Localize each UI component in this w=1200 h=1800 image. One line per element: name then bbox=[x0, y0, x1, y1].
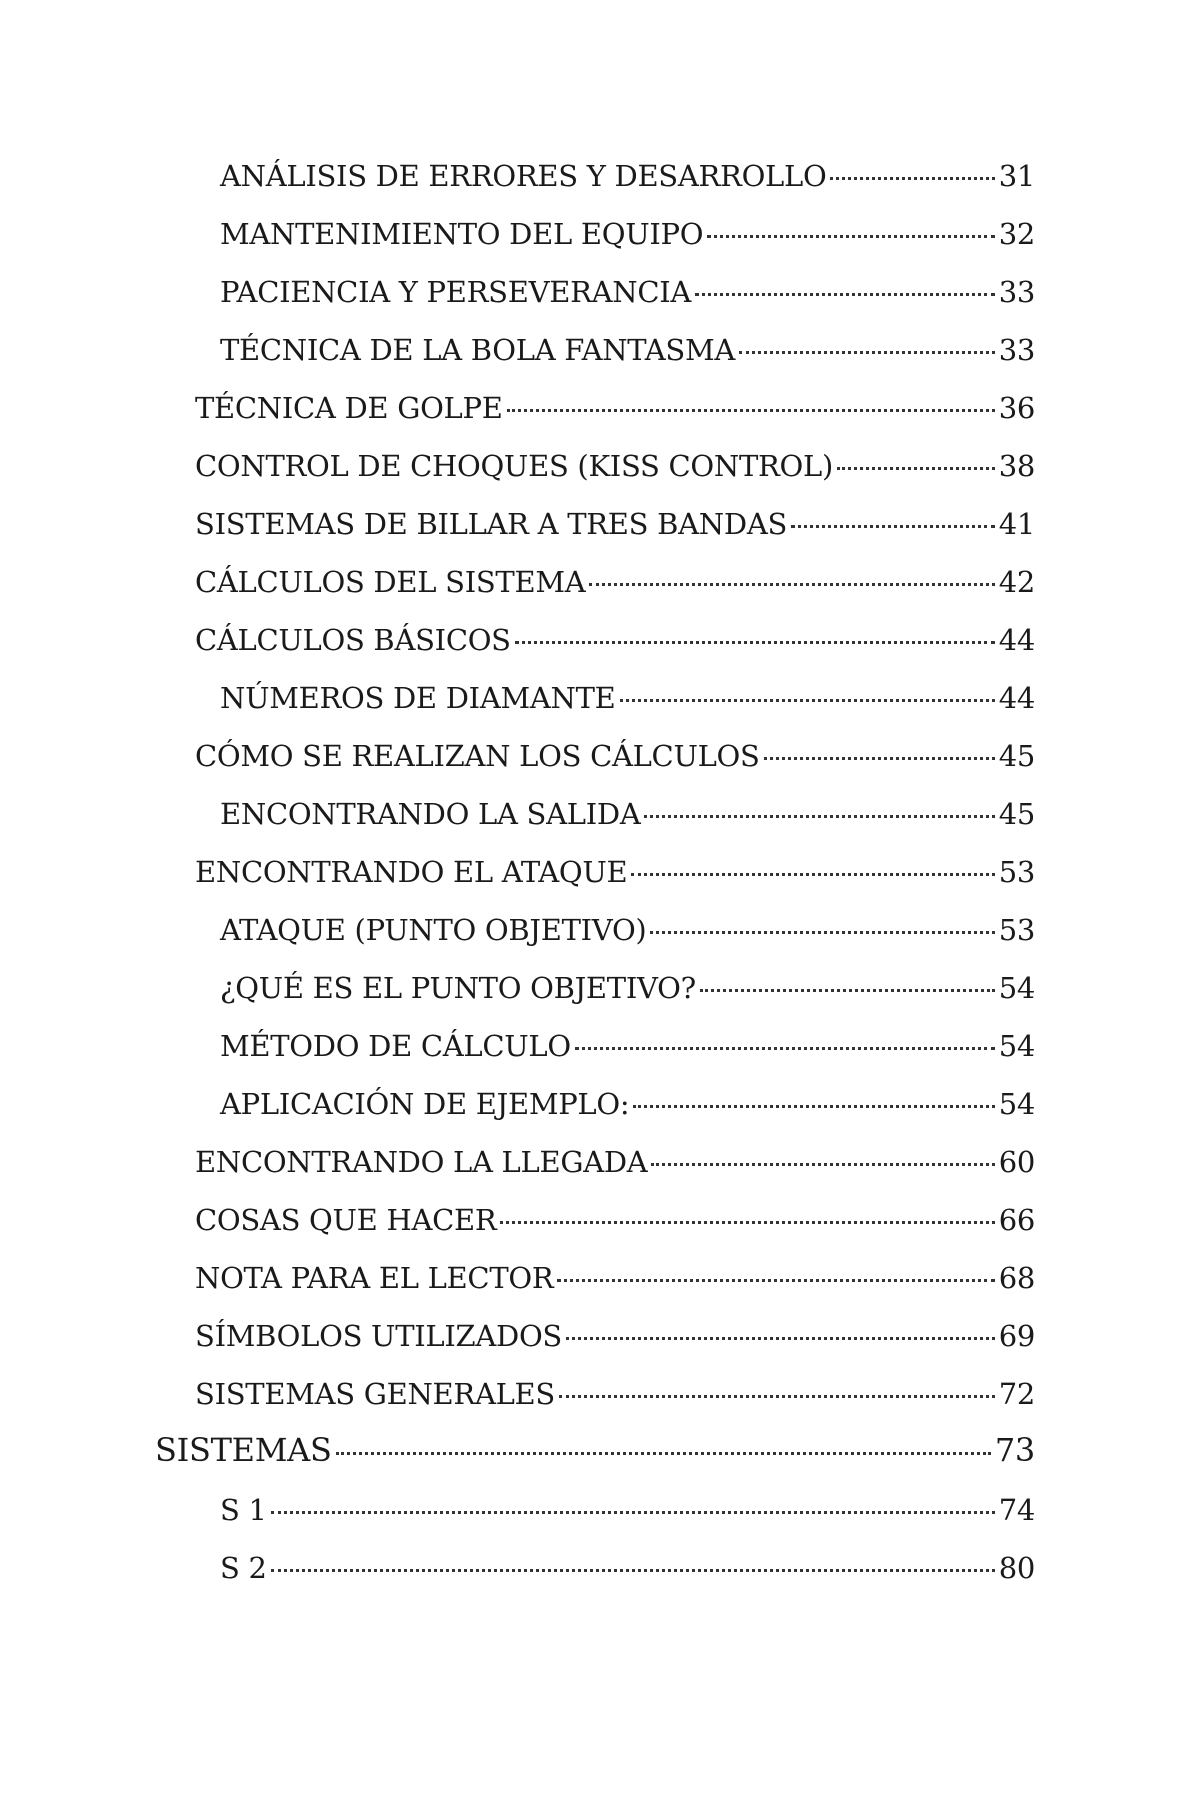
toc-dot-leader bbox=[707, 235, 994, 238]
toc-entry-page-number: 73 bbox=[994, 1431, 1035, 1469]
toc-dot-leader bbox=[559, 1395, 995, 1398]
toc-entry-title: ENCONTRANDO LA SALIDA bbox=[220, 797, 641, 831]
toc-entry-page-number: 53 bbox=[998, 913, 1035, 947]
toc-dot-leader bbox=[507, 409, 995, 412]
toc-entry[interactable] bbox=[195, 852, 1035, 892]
toc-dot-leader bbox=[566, 1337, 995, 1340]
toc-dot-leader bbox=[739, 351, 995, 354]
toc-entry-page-number: 41 bbox=[998, 507, 1035, 541]
toc-entry[interactable] bbox=[195, 1200, 1035, 1240]
toc-entry-page-number: 45 bbox=[998, 797, 1035, 831]
toc-entry-title: S 2 bbox=[220, 1551, 267, 1585]
toc-entry-page-number: 72 bbox=[998, 1377, 1035, 1411]
toc-entry[interactable] bbox=[220, 678, 1035, 718]
toc-entry-page-number: 42 bbox=[998, 565, 1035, 599]
toc-entry-title: COSAS QUE HACER bbox=[195, 1203, 497, 1237]
toc-entry-title: SISTEMAS DE BILLAR A TRES BANDAS bbox=[195, 507, 788, 541]
toc-dot-leader bbox=[620, 699, 995, 702]
toc-dot-leader bbox=[589, 583, 994, 586]
toc-entry-page-number: 66 bbox=[998, 1203, 1035, 1237]
toc-entry-title: NOTA PARA EL LECTOR bbox=[195, 1261, 554, 1295]
toc-entry[interactable] bbox=[195, 1258, 1035, 1298]
toc-dot-leader bbox=[271, 1511, 995, 1514]
toc-entry-title: PACIENCIA Y PERSEVERANCIA bbox=[220, 275, 692, 309]
toc-entry-page-number: 68 bbox=[998, 1261, 1035, 1295]
toc-dot-leader bbox=[644, 815, 994, 818]
toc-entry[interactable] bbox=[220, 968, 1035, 1008]
toc-entry-title: CONTROL DE CHOQUES (KISS CONTROL) bbox=[195, 449, 833, 483]
toc-entry[interactable] bbox=[220, 330, 1035, 370]
toc-dot-leader bbox=[336, 1452, 991, 1455]
toc-entry-title: SÍMBOLOS UTILIZADOS bbox=[195, 1319, 562, 1353]
toc-entry-title: ¿QUÉ ES EL PUNTO OBJETIVO? bbox=[220, 971, 696, 1005]
toc-entry-page-number: 74 bbox=[998, 1493, 1035, 1527]
toc-entry-title: ENCONTRANDO EL ATAQUE bbox=[195, 855, 628, 889]
toc-entry-page-number: 69 bbox=[998, 1319, 1035, 1353]
toc-entry-page-number: 36 bbox=[998, 391, 1035, 425]
toc-entry-page-number: 54 bbox=[998, 971, 1035, 1005]
toc-entry-title: SISTEMAS bbox=[155, 1431, 332, 1469]
toc-entry-page-number: 80 bbox=[998, 1551, 1035, 1585]
toc-entry[interactable] bbox=[220, 794, 1035, 834]
toc-entry-title: CÓMO SE REALIZAN LOS CÁLCULOS bbox=[195, 739, 760, 773]
toc-dot-leader bbox=[500, 1221, 994, 1224]
toc-dot-leader bbox=[764, 757, 995, 760]
toc-entry-page-number: 44 bbox=[998, 681, 1035, 715]
toc-entry-title: CÁLCULOS BÁSICOS bbox=[195, 623, 511, 657]
toc-entry-title: MÉTODO DE CÁLCULO bbox=[220, 1029, 571, 1063]
toc-entry-page-number: 54 bbox=[998, 1029, 1035, 1063]
toc-entry-page-number: 31 bbox=[998, 159, 1035, 193]
toc-entry-title: MANTENIMIENTO DEL EQUIPO bbox=[220, 217, 704, 251]
toc-dot-leader bbox=[650, 931, 994, 934]
toc-dot-leader bbox=[651, 1163, 994, 1166]
toc-entry-page-number: 53 bbox=[998, 855, 1035, 889]
toc-entry[interactable] bbox=[220, 272, 1035, 312]
toc-entry-page-number: 33 bbox=[998, 275, 1035, 309]
toc-entry[interactable] bbox=[220, 214, 1035, 254]
toc-dot-leader bbox=[631, 873, 994, 876]
toc-entry-title: SISTEMAS GENERALES bbox=[195, 1377, 555, 1411]
toc-dot-leader bbox=[515, 641, 995, 644]
toc-entry[interactable] bbox=[220, 1548, 1035, 1588]
toc-entry-page-number: 38 bbox=[998, 449, 1035, 483]
toc-entry[interactable] bbox=[220, 1490, 1035, 1530]
toc-entry[interactable] bbox=[195, 504, 1035, 544]
toc-entry-title: NÚMEROS DE DIAMANTE bbox=[220, 681, 616, 715]
toc-entry-title: ENCONTRANDO LA LLEGADA bbox=[195, 1145, 648, 1179]
toc-dot-leader bbox=[575, 1047, 995, 1050]
toc-entry[interactable] bbox=[195, 388, 1035, 428]
toc-entry[interactable] bbox=[195, 1374, 1035, 1414]
toc-entry-page-number: 44 bbox=[998, 623, 1035, 657]
toc-dot-leader bbox=[700, 989, 995, 992]
toc-dot-leader bbox=[830, 177, 994, 180]
toc-entry[interactable] bbox=[195, 1142, 1035, 1182]
toc-dot-leader bbox=[557, 1279, 994, 1282]
toc-entry-page-number: 60 bbox=[998, 1145, 1035, 1179]
toc-dot-leader bbox=[695, 293, 995, 296]
toc-entry[interactable] bbox=[195, 736, 1035, 776]
toc-dot-leader bbox=[791, 525, 995, 528]
toc-entry-page-number: 45 bbox=[998, 739, 1035, 773]
toc-entry-title: TÉCNICA DE GOLPE bbox=[195, 391, 503, 425]
toc-entry[interactable] bbox=[195, 1316, 1035, 1356]
toc-entry[interactable] bbox=[220, 1084, 1035, 1124]
toc-entry-page-number: 54 bbox=[998, 1087, 1035, 1121]
toc-entry-title: TÉCNICA DE LA BOLA FANTASMA bbox=[220, 333, 736, 367]
toc-entry-title: ANÁLISIS DE ERRORES Y DESARROLLO bbox=[220, 159, 827, 193]
toc-entry[interactable] bbox=[195, 446, 1035, 486]
toc-entry[interactable] bbox=[195, 562, 1035, 602]
toc-dot-leader bbox=[837, 467, 995, 470]
toc-entry-page-number: 33 bbox=[998, 333, 1035, 367]
toc-entry[interactable] bbox=[220, 910, 1035, 950]
toc-entry-title: ATAQUE (PUNTO OBJETIVO) bbox=[220, 913, 647, 947]
toc-entry-page-number: 32 bbox=[998, 217, 1035, 251]
toc-entry[interactable] bbox=[220, 1026, 1035, 1066]
toc-entry-title: CÁLCULOS DEL SISTEMA bbox=[195, 565, 586, 599]
toc-entry[interactable] bbox=[220, 156, 1035, 196]
toc-entry-title: S 1 bbox=[220, 1493, 267, 1527]
toc-entry-title: APLICACIÓN DE EJEMPLO: bbox=[220, 1087, 630, 1121]
toc-dot-leader bbox=[271, 1569, 995, 1572]
toc-entry[interactable] bbox=[155, 1430, 1035, 1470]
toc-entry[interactable] bbox=[195, 620, 1035, 660]
toc-dot-leader bbox=[633, 1105, 994, 1108]
